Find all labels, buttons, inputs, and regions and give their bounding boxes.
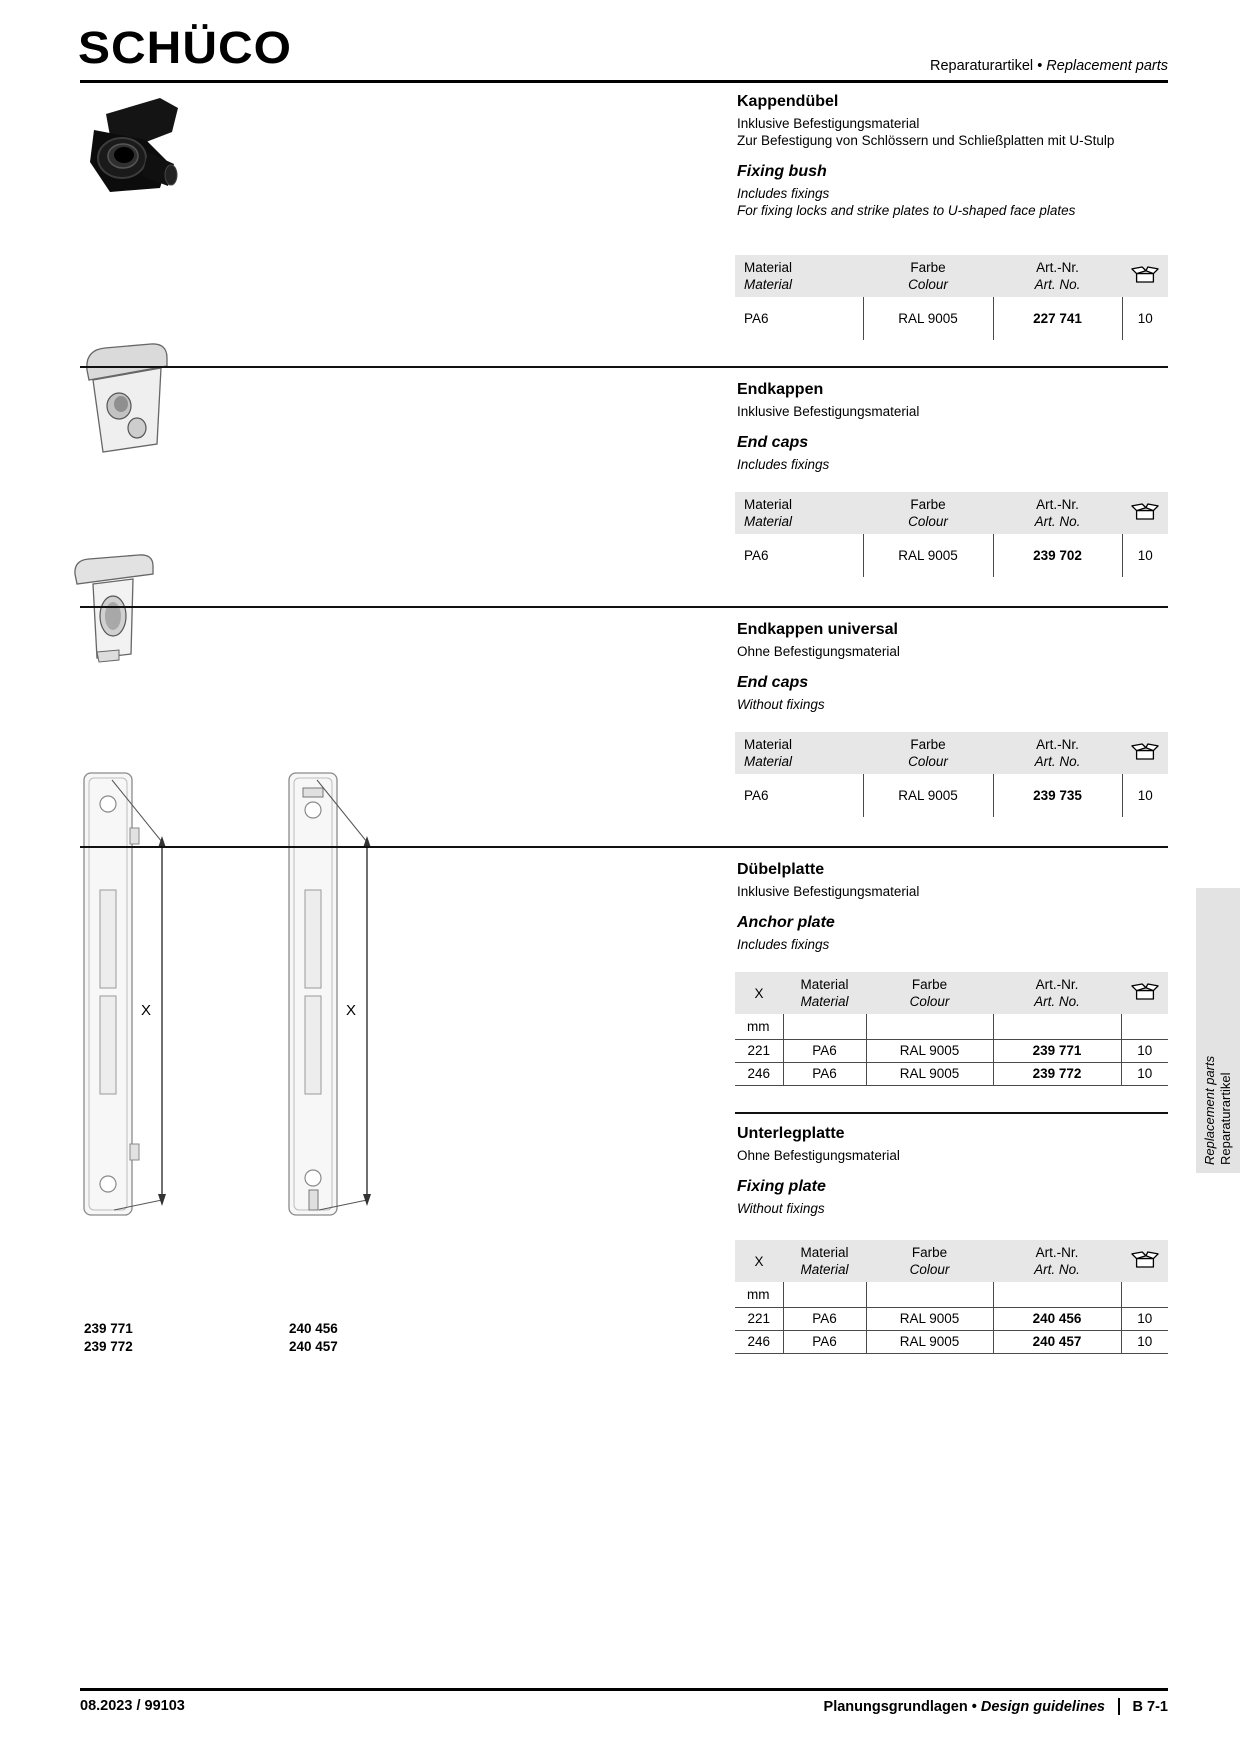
section-desc-de: Ohne Befestigungsmaterial [737, 644, 900, 659]
art-no-caption: 239 772 [84, 1338, 133, 1354]
dimension-label-x-right: X [346, 1002, 357, 1019]
cell-material: PA6 [744, 311, 769, 326]
product-image-fixing-bush [76, 92, 188, 204]
cell-material: PA6 [783, 1307, 866, 1330]
table-header-row [735, 972, 1168, 1014]
cell-colour: RAL 9005 [866, 1330, 993, 1353]
cell-pu: 10 [1122, 297, 1168, 340]
cell-pu: 10 [1121, 1062, 1168, 1085]
cell-colour: RAL 9005 [863, 534, 993, 577]
article-table-end-caps [735, 492, 1168, 577]
col-header-packaging-unit [1122, 255, 1168, 297]
cell-art-no: 227 741 [993, 297, 1122, 340]
section-desc-de: Zur Befestigung von Schlössern und Schließplatten mit U-Stulp [737, 133, 1115, 148]
cell-pu: 10 [1121, 1039, 1168, 1062]
section-title-de: Unterlegplatte [737, 1125, 845, 1142]
cell-art-no: 239 771 [993, 1039, 1121, 1062]
col-header-art-no: Art.-Nr. Art. No. [993, 732, 1122, 774]
col-header-x: X [735, 972, 783, 1014]
section-desc-de: Inklusive Befestigungsmaterial [737, 884, 920, 899]
table-header-row [735, 1240, 1168, 1282]
packaging-unit-icon [1131, 741, 1159, 762]
drawing-fixing-plate [283, 770, 388, 1220]
unit-row [735, 1014, 1168, 1039]
section-title-de: Kappendübel [737, 93, 839, 110]
col-header-material: Material Material [783, 972, 866, 1014]
header-title-separator: • [1037, 58, 1043, 74]
section-anchor-plate [737, 861, 1167, 953]
col-header-colour: Farbe Colour [866, 1240, 993, 1282]
table-row [735, 297, 1168, 340]
drawing-anchor-plate [78, 770, 183, 1220]
art-no-caption: 240 456 [289, 1321, 338, 1336]
section-separator [80, 846, 1168, 848]
col-header-art-no: Art.-Nr. Art. No. [993, 255, 1122, 297]
header-title-de: Reparaturartikel [929, 58, 1034, 74]
section-separator [80, 606, 1168, 608]
header-title-en: Replacement parts [1046, 58, 1168, 74]
section-desc-en: Includes fixings [737, 186, 830, 201]
section-desc-en: For fixing locks and strike plates to U-shaped face plates [737, 203, 1076, 218]
table-row [735, 1330, 1168, 1353]
brand-logo: SCHÜCO [78, 22, 293, 74]
section-desc-de: Inklusive Befestigungsmaterial [737, 116, 920, 131]
section-desc-en: Without fixings [737, 1201, 825, 1216]
table-row [735, 1307, 1168, 1330]
footer-page-number: B 7-1 [1132, 1699, 1168, 1715]
table-header-row [735, 255, 1168, 297]
article-table-anchor-plate [735, 972, 1168, 1086]
side-tab [1196, 888, 1240, 1173]
footer-title-de: Planungsgrundlagen [823, 1699, 968, 1715]
section-title-en: End caps [737, 674, 809, 691]
col-header-colour: Farbe Colour [863, 255, 993, 297]
col-header-material: Material Material [735, 492, 863, 534]
table-header-row [735, 492, 1168, 534]
section-desc-en: Includes fixings [737, 457, 830, 472]
col-header-colour: Farbe Colour [863, 492, 993, 534]
cell-pu: 10 [1122, 534, 1168, 577]
drawing-caption-fixing-plate [289, 1320, 338, 1355]
article-table-end-caps-universal [735, 732, 1168, 817]
cell-x: 246 [735, 1330, 783, 1353]
side-tab-text [1202, 888, 1234, 1173]
cell-material: PA6 [783, 1062, 866, 1085]
section-title-de: Dübelplatte [737, 861, 825, 878]
cell-material: PA6 [783, 1330, 866, 1353]
cell-art-no: 239 735 [993, 774, 1122, 817]
product-image-end-cap [76, 340, 174, 460]
packaging-unit-icon [1131, 981, 1159, 1002]
page-header-title [930, 58, 1168, 74]
section-separator-right-column [735, 1112, 1168, 1114]
cell-unit: mm [735, 1282, 783, 1307]
table-row [735, 534, 1168, 577]
section-end-caps-universal [737, 621, 1167, 713]
cell-unit: mm [735, 1014, 783, 1039]
product-image-end-cap-universal [68, 552, 158, 666]
section-desc-en: Includes fixings [737, 937, 830, 952]
cell-x: 246 [735, 1062, 783, 1085]
section-desc-de: Ohne Befestigungsmaterial [737, 1148, 900, 1163]
section-end-caps [737, 381, 1167, 473]
footer-separator: • [971, 1699, 977, 1715]
section-title-en: Anchor plate [737, 914, 835, 931]
section-fixing-plate [737, 1125, 1167, 1217]
col-header-art-no: Art.-Nr. Art. No. [993, 492, 1122, 534]
col-header-art-no: Art.-Nr. Art. No. [993, 1240, 1121, 1282]
col-header-art-no: Art.-Nr. Art. No. [993, 972, 1121, 1014]
section-desc-de: Inklusive Befestigungsmaterial [737, 404, 920, 419]
footer-doc-info: 08.2023 / 99103 [80, 1698, 185, 1714]
col-header-material: Material Material [783, 1240, 866, 1282]
cell-colour: RAL 9005 [863, 774, 993, 817]
section-fixing-bush [737, 93, 1167, 219]
header-rule [80, 80, 1168, 83]
dimension-label-x-left: X [141, 1002, 152, 1019]
section-title-de: Endkappen universal [737, 621, 898, 638]
cell-x: 221 [735, 1307, 783, 1330]
cell-x: 221 [735, 1039, 783, 1062]
cell-colour: RAL 9005 [866, 1062, 993, 1085]
cell-art-no: 240 456 [993, 1307, 1121, 1330]
packaging-unit-icon [1131, 264, 1159, 285]
col-header-packaging-unit [1122, 732, 1168, 774]
cell-material: PA6 [744, 548, 769, 563]
side-tab-label-en: Replacement parts [1202, 1055, 1217, 1165]
packaging-unit-icon [1131, 501, 1159, 522]
cell-colour: RAL 9005 [866, 1039, 993, 1062]
col-header-colour: Farbe Colour [863, 732, 993, 774]
table-header-row [735, 732, 1168, 774]
col-header-colour: Farbe Colour [866, 972, 993, 1014]
article-table-fixing-bush [735, 255, 1168, 340]
section-desc-en: Without fixings [737, 697, 825, 712]
cell-pu: 10 [1121, 1330, 1168, 1353]
cell-colour: RAL 9005 [863, 297, 993, 340]
footer-rule [80, 1688, 1168, 1691]
footer-chapter-info [824, 1698, 1168, 1715]
col-header-x: X [735, 1240, 783, 1282]
col-header-material: Material Material [735, 255, 863, 297]
col-header-packaging-unit [1121, 972, 1168, 1014]
col-header-packaging-unit [1122, 492, 1168, 534]
section-separator [80, 366, 1168, 368]
cell-art-no: 239 772 [993, 1062, 1121, 1085]
table-row [735, 774, 1168, 817]
footer-title-en: Design guidelines [980, 1699, 1105, 1715]
col-header-material: Material Material [735, 732, 863, 774]
packaging-unit-icon [1131, 1249, 1159, 1270]
cell-pu: 10 [1121, 1307, 1168, 1330]
unit-row [735, 1282, 1168, 1307]
footer-divider-bar [1118, 1698, 1120, 1715]
drawing-caption-anchor-plate [84, 1320, 133, 1355]
cell-colour: RAL 9005 [866, 1307, 993, 1330]
cell-material: PA6 [744, 788, 769, 803]
section-title-en: End caps [737, 434, 809, 451]
col-header-packaging-unit [1121, 1240, 1168, 1282]
cell-art-no: 239 702 [993, 534, 1122, 577]
side-tab-label-de: Reparaturartikel [1218, 1072, 1233, 1165]
section-title-de: Endkappen [737, 381, 824, 398]
section-title-en: Fixing bush [737, 163, 827, 180]
art-no-caption: 240 457 [289, 1338, 338, 1354]
cell-art-no: 240 457 [993, 1330, 1121, 1353]
table-row [735, 1062, 1168, 1085]
table-row [735, 1039, 1168, 1062]
cell-pu: 10 [1122, 774, 1168, 817]
cell-material: PA6 [783, 1039, 866, 1062]
section-title-en: Fixing plate [737, 1178, 826, 1195]
article-table-fixing-plate [735, 1240, 1168, 1354]
art-no-caption: 239 771 [84, 1321, 133, 1336]
